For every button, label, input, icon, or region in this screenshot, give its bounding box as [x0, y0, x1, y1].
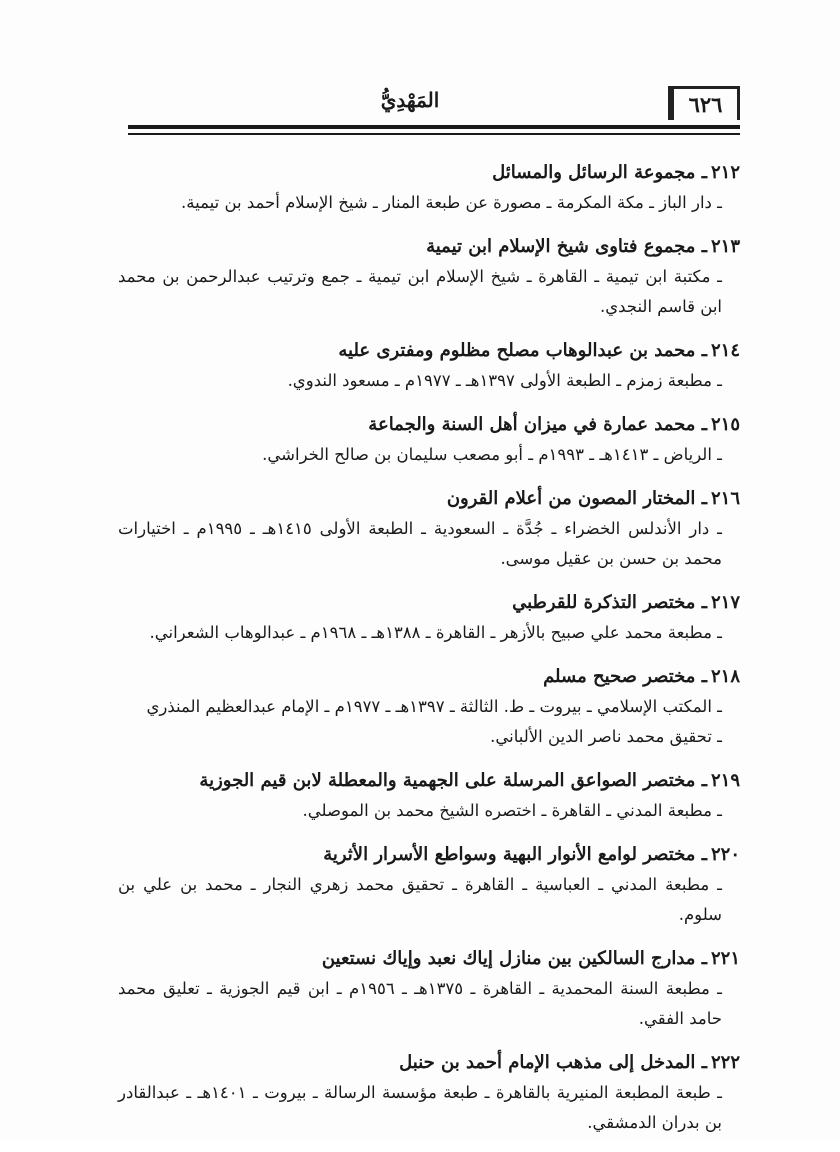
entry-heading — [118, 662, 740, 692]
entry-details: ـ مطبعة السنة المحمدية ـ القاهرة ـ ١٣٧٥هـ ـ ١٩٥٦م ـ ابن قيم الجوزية ـ تعليق محمد حامد الفقي. — [118, 979, 722, 1028]
entry-heading — [118, 232, 740, 262]
page-number: ٦٢٦ — [668, 86, 740, 120]
bibliography-entry — [118, 336, 740, 396]
entry-details: ـ دار الباز ـ مكة المكرمة ـ مصورة عن طبعة المنار ـ شيخ الإسلام أحمد بن تيمية. — [181, 193, 722, 212]
entry-number-dash: ـ — [695, 340, 707, 361]
entry-number-dash: ـ — [695, 592, 707, 613]
entry-title: مختصر صحيح مسلم — [543, 666, 696, 687]
entry-title: محمد عمارة في ميزان أهل السنة والجماعة — [368, 414, 696, 435]
page-header — [120, 86, 740, 126]
entry-number: ٢١٩ — [710, 770, 740, 791]
bibliography-entry — [118, 662, 740, 752]
entry-heading — [118, 588, 740, 618]
bibliography-entry — [118, 840, 740, 930]
header-rule-thin — [128, 133, 740, 135]
entry-number-dash: ـ — [695, 162, 707, 183]
entry-number-dash: ـ — [695, 948, 707, 969]
entry-number: ٢٢١ — [710, 948, 740, 969]
entry-title: مختصر لوامع الأنوار البهية وسواطع الأسرار الأثرية — [323, 844, 696, 865]
entry-details: ـ طبعة المطبعة المنيرية بالقاهرة ـ طبعة مؤسسة الرسالة ـ بيروت ـ ١٤٠١هـ ـ عبدالقادر بن بدران الدمشقي. — [118, 1083, 722, 1132]
bibliography-entry — [118, 484, 740, 574]
entry-number: ٢١٤ — [710, 340, 740, 361]
entry-number: ٢١٢ — [710, 162, 740, 183]
bibliography-entry — [118, 1048, 740, 1138]
entry-title: محمد بن عبدالوهاب مصلح مظلوم ومفترى عليه — [338, 340, 696, 361]
bibliography-entry — [118, 232, 740, 322]
entry-details: ـ مكتبة ابن تيمية ـ القاهرة ـ شيخ الإسلام ابن تيمية ـ جمع وترتيب عبدالرحمن بن محمد ابن قاسم النجدي. — [118, 267, 722, 316]
entry-heading — [118, 944, 740, 974]
bibliography-entry — [118, 410, 740, 470]
bibliography-entry — [118, 158, 740, 218]
entry-title: مجموعة الرسائل والمسائل — [492, 162, 696, 183]
bibliography-list — [118, 158, 740, 1152]
entry-details: ـ مطبعة المدني ـ القاهرة ـ اختصره الشيخ محمد بن الموصلي. — [302, 801, 722, 820]
entry-title: مدارج السالكين بين منازل إياك نعبد وإياك نستعين — [321, 948, 696, 969]
entry-details: ـ الرياض ـ ١٤١٣هـ ـ ١٩٩٣م ـ أبو مصعب سليمان بن صالح الخراشي. — [262, 445, 722, 464]
entry-number-dash: ـ — [695, 770, 707, 791]
bibliography-entry — [118, 766, 740, 826]
entry-details: ـ مطبعة المدني ـ العباسية ـ القاهرة ـ تحقيق محمد زهري النجار ـ محمد بن علي بن سلوم. — [118, 875, 722, 924]
entry-heading — [118, 158, 740, 188]
entry-number: ٢١٣ — [710, 236, 740, 257]
running-title: المَهْدِيُّ — [380, 88, 440, 112]
entry-title: المدخل إلى مذهب الإمام أحمد بن حنبل — [399, 1052, 696, 1073]
entry-heading — [118, 1048, 740, 1078]
entry-title: مختصر التذكرة للقرطبي — [512, 592, 696, 613]
entry-number-dash: ـ — [695, 1052, 707, 1073]
entry-number: ٢١٥ — [710, 414, 740, 435]
bibliography-entry — [118, 944, 740, 1034]
entry-number-dash: ـ — [695, 844, 707, 865]
entry-number: ٢١٨ — [710, 666, 740, 687]
entry-number: ٢١٧ — [710, 592, 740, 613]
entry-heading — [118, 410, 740, 440]
entry-number: ٢٢٢ — [710, 1052, 740, 1073]
entry-details: ـ تحقيق محمد ناصر الدين الألباني. — [490, 727, 722, 746]
entry-number-dash: ـ — [695, 236, 707, 257]
entry-title: مجموع فتاوى شيخ الإسلام ابن تيمية — [426, 236, 696, 257]
entry-number: ٢١٦ — [710, 488, 740, 509]
entry-title: مختصر الصواعق المرسلة على الجهمية والمعطلة لابن قيم الجوزية — [199, 770, 696, 791]
entry-details: ـ المكتب الإسلامي ـ بيروت ـ ط. الثالثة ـ ١٣٩٧هـ ـ ١٩٧٧م ـ الإمام عبدالعظيم المنذري — [146, 697, 722, 716]
entry-details: ـ مطبعة زمزم ـ الطبعة الأولى ١٣٩٧هـ ـ ١٩٧٧م ـ مسعود الندوي. — [287, 371, 722, 390]
entry-details: ـ دار الأندلس الخضراء ـ جُدَّة ـ السعودية ـ الطبعة الأولى ١٤١٥هـ ـ ١٩٩٥م ـ اختيارات محمد بن حسن بن عقيل موسى. — [118, 519, 722, 568]
entry-number-dash: ـ — [695, 488, 707, 509]
entry-title: المختار المصون من أعلام القرون — [446, 488, 696, 509]
entry-heading — [118, 484, 740, 514]
entry-heading — [118, 336, 740, 366]
header-rule-thick — [128, 125, 740, 129]
bibliography-entry — [118, 588, 740, 648]
entry-number-dash: ـ — [695, 666, 707, 687]
entry-heading — [118, 840, 740, 870]
entry-heading — [118, 766, 740, 796]
entry-number-dash: ـ — [695, 414, 707, 435]
entry-details: ـ مطبعة محمد علي صبيح بالأزهر ـ القاهرة ـ ١٣٨٨هـ ـ ١٩٦٨م ـ عبدالوهاب الشعراني. — [149, 623, 722, 642]
entry-number: ٢٢٠ — [710, 844, 740, 865]
